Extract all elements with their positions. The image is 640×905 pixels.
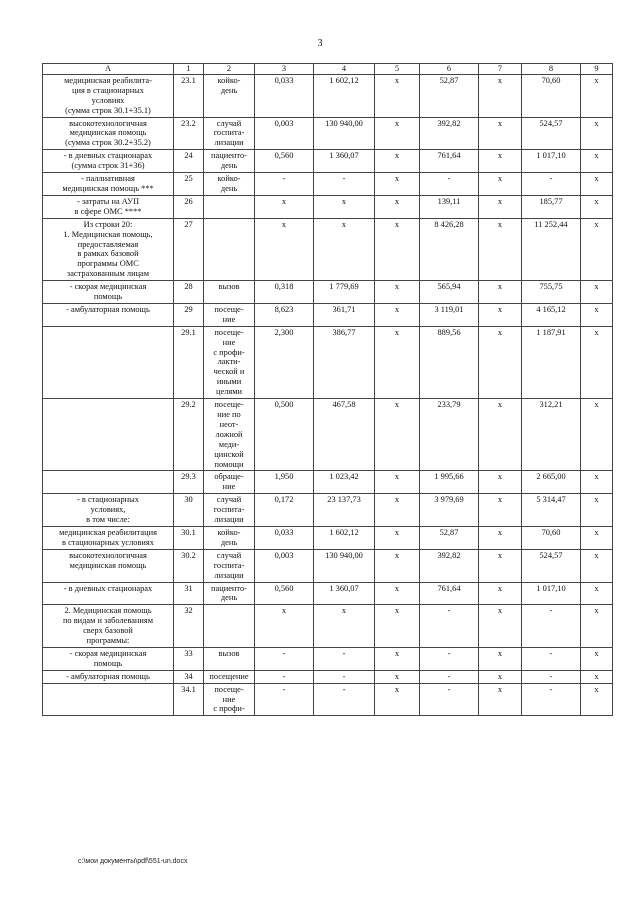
table-cell: x: [375, 683, 420, 716]
table-cell: -: [255, 670, 314, 683]
table-cell: -: [314, 670, 375, 683]
table-row: [43, 150, 613, 173]
table-cell: x: [479, 195, 522, 218]
table-cell: 23 137,73: [314, 494, 375, 527]
column-header: 1: [174, 64, 204, 75]
table-cell: 1,950: [255, 471, 314, 494]
table-cell: -: [522, 683, 581, 716]
table-cell: случай госпита- лизации: [204, 494, 255, 527]
table-cell: обраще- ние: [204, 471, 255, 494]
table-cell: 23.2: [174, 117, 204, 150]
table-cell: x: [581, 582, 613, 605]
table-row: [43, 549, 613, 582]
table-cell: 386,77: [314, 326, 375, 398]
column-header: 7: [479, 64, 522, 75]
table-cell: -: [522, 647, 581, 670]
table-cell: 565,94: [420, 281, 479, 304]
table-cell: - амбулаторная помощь: [43, 303, 174, 326]
table-cell: x: [375, 117, 420, 150]
table-cell: x: [314, 605, 375, 648]
table-cell: 30.1: [174, 526, 204, 549]
table-cell: x: [581, 326, 613, 398]
table-cell: 524,57: [522, 549, 581, 582]
table-cell: 52,87: [420, 74, 479, 117]
table-row: [43, 399, 613, 471]
table-cell: 0,033: [255, 526, 314, 549]
table-cell: x: [581, 647, 613, 670]
table-cell: -: [420, 173, 479, 196]
table-row: [43, 494, 613, 527]
table-cell: x: [314, 195, 375, 218]
table-cell: x: [375, 74, 420, 117]
table-cell: [204, 195, 255, 218]
table-cell: 1 017,10: [522, 150, 581, 173]
table-cell: койко- день: [204, 173, 255, 196]
table-cell: пациенто- день: [204, 582, 255, 605]
table-cell: x: [581, 399, 613, 471]
table-cell: -: [255, 173, 314, 196]
table-cell: высокотехнологичная медицинская помощь (сумма строк 30.2+35.2): [43, 117, 174, 150]
column-header: А: [43, 64, 174, 75]
table-cell: 1 023,42: [314, 471, 375, 494]
table-cell: x: [581, 605, 613, 648]
table-cell: 0,003: [255, 117, 314, 150]
table-cell: 11 252,44: [522, 218, 581, 280]
table-cell: x: [479, 74, 522, 117]
table-cell: x: [479, 150, 522, 173]
table-cell: - в стационарных условиях, в том числе:: [43, 494, 174, 527]
table-cell: 361,71: [314, 303, 375, 326]
table-cell: [43, 326, 174, 398]
table-cell: -: [314, 173, 375, 196]
table-cell: - скорая медицинская помощь: [43, 281, 174, 304]
table-cell: 8,623: [255, 303, 314, 326]
table-cell: [204, 218, 255, 280]
table-cell: x: [479, 471, 522, 494]
table-cell: 1 360,07: [314, 150, 375, 173]
table-cell: 185,77: [522, 195, 581, 218]
table-cell: x: [375, 549, 420, 582]
table-cell: x: [375, 526, 420, 549]
table-cell: [204, 605, 255, 648]
table-cell: x: [375, 670, 420, 683]
table-cell: посеще- ние с профи- лакти- ческой и иными целями: [204, 326, 255, 398]
table-cell: x: [375, 326, 420, 398]
table-cell: 5 314,47: [522, 494, 581, 527]
table-cell: -: [522, 670, 581, 683]
table-cell: x: [581, 526, 613, 549]
table-cell: -: [314, 683, 375, 716]
table-cell: 34.1: [174, 683, 204, 716]
table-cell: 524,57: [522, 117, 581, 150]
table-cell: 130 940,00: [314, 549, 375, 582]
table-row: [43, 173, 613, 196]
table-cell: пациенто- день: [204, 150, 255, 173]
table-cell: посещение: [204, 670, 255, 683]
table-cell: x: [479, 582, 522, 605]
table-cell: x: [479, 494, 522, 527]
footer-file-path: c:\мои документы\pdf\551-un.docx: [78, 858, 188, 865]
table-cell: x: [479, 526, 522, 549]
table-row: [43, 683, 613, 716]
table-cell: x: [581, 117, 613, 150]
table-row: [43, 195, 613, 218]
table-cell: 1 017,10: [522, 582, 581, 605]
table-cell: x: [479, 117, 522, 150]
table-cell: x: [375, 399, 420, 471]
table-cell: 23.1: [174, 74, 204, 117]
table-cell: медицинская реабилитация в стационарных условиях: [43, 526, 174, 549]
table-cell: 0,500: [255, 399, 314, 471]
table-cell: 4 165,12: [522, 303, 581, 326]
table-row: [43, 281, 613, 304]
table-row: [43, 471, 613, 494]
table-cell: 139,11: [420, 195, 479, 218]
table-cell: x: [375, 303, 420, 326]
table-cell: -: [420, 647, 479, 670]
table-cell: - в дневных стационарах: [43, 582, 174, 605]
page-number: 3: [317, 38, 323, 49]
column-header: 6: [420, 64, 479, 75]
table-cell: 29.1: [174, 326, 204, 398]
table-cell: 30: [174, 494, 204, 527]
table-row: [43, 670, 613, 683]
table-cell: x: [255, 218, 314, 280]
table-cell: x: [581, 218, 613, 280]
table-row: [43, 117, 613, 150]
table-cell: x: [479, 399, 522, 471]
table-cell: вызов: [204, 647, 255, 670]
table-row: [43, 647, 613, 670]
table-cell: -: [420, 683, 479, 716]
table-cell: 761,64: [420, 582, 479, 605]
table-row: [43, 605, 613, 648]
table-cell: высокотехнологичная медицинская помощь: [43, 549, 174, 582]
table-cell: 30.2: [174, 549, 204, 582]
column-header: 3: [255, 64, 314, 75]
table-cell: 0,560: [255, 150, 314, 173]
table-cell: 1 995,66: [420, 471, 479, 494]
table-cell: медицинская реабилита- ция в стационарных условиях (сумма строк 30.1+35.1): [43, 74, 174, 117]
table-cell: 1 602,12: [314, 526, 375, 549]
table-cell: Из строки 20: 1. Медицинская помощь, предоставляемая в рамках базовой программы ОМС застрахованным лицам: [43, 218, 174, 280]
table-cell: посеще- ние: [204, 303, 255, 326]
table-cell: - затраты на АУП в сфере ОМС ****: [43, 195, 174, 218]
table-row: [43, 218, 613, 280]
table-cell: 1 602,12: [314, 74, 375, 117]
table-cell: x: [479, 605, 522, 648]
table-cell: случай госпита- лизации: [204, 117, 255, 150]
table-cell: x: [479, 281, 522, 304]
table-cell: 755,75: [522, 281, 581, 304]
table-cell: 0,003: [255, 549, 314, 582]
table-cell: 3 979,69: [420, 494, 479, 527]
table-cell: x: [375, 471, 420, 494]
table-cell: 29.2: [174, 399, 204, 471]
table-cell: x: [581, 670, 613, 683]
table-row: [43, 582, 613, 605]
table-cell: x: [375, 582, 420, 605]
table-row: [43, 326, 613, 398]
table-cell: 34: [174, 670, 204, 683]
table-cell: посеще- ние по неот- ложной меди- цинской помощи: [204, 399, 255, 471]
table-cell: x: [375, 173, 420, 196]
table-row: [43, 526, 613, 549]
table-cell: x: [255, 195, 314, 218]
table-cell: x: [581, 195, 613, 218]
table-cell: 392,82: [420, 549, 479, 582]
table-cell: 233,79: [420, 399, 479, 471]
table-cell: x: [581, 74, 613, 117]
table-cell: - амбулаторная помощь: [43, 670, 174, 683]
table-cell: 27: [174, 218, 204, 280]
table-cell: 467,58: [314, 399, 375, 471]
table-cell: - в дневных стационарах (сумма строк 31+36): [43, 150, 174, 173]
table-cell: 0,172: [255, 494, 314, 527]
table-cell: x: [581, 549, 613, 582]
table-cell: x: [479, 549, 522, 582]
table-cell: -: [255, 647, 314, 670]
table-cell: 70,60: [522, 74, 581, 117]
table-cell: 25: [174, 173, 204, 196]
table-cell: 889,56: [420, 326, 479, 398]
table-cell: x: [375, 281, 420, 304]
table-cell: - скорая медицинская помощь: [43, 647, 174, 670]
table-cell: 0,318: [255, 281, 314, 304]
table-cell: -: [420, 670, 479, 683]
table-cell: койко- день: [204, 526, 255, 549]
table-cell: случай госпита- лизации: [204, 549, 255, 582]
table-cell: x: [479, 326, 522, 398]
table-cell: [43, 471, 174, 494]
table-cell: посеще- ние с профи-: [204, 683, 255, 716]
table-cell: -: [255, 683, 314, 716]
table-cell: 28: [174, 281, 204, 304]
table-cell: 761,64: [420, 150, 479, 173]
table-cell: -: [522, 605, 581, 648]
table-cell: 130 940,00: [314, 117, 375, 150]
table-cell: 1 187,91: [522, 326, 581, 398]
table-cell: x: [479, 670, 522, 683]
column-header: 2: [204, 64, 255, 75]
table-header-row: [43, 64, 613, 75]
table-cell: x: [581, 494, 613, 527]
table-cell: 33: [174, 647, 204, 670]
table-cell: x: [375, 647, 420, 670]
table-cell: 2. Медицинская помощь по видам и заболеваниям сверх базовой программы:: [43, 605, 174, 648]
table-cell: x: [375, 195, 420, 218]
table-cell: 32: [174, 605, 204, 648]
table-cell: 70,60: [522, 526, 581, 549]
table-cell: вызов: [204, 281, 255, 304]
table-cell: 2,300: [255, 326, 314, 398]
table-cell: 0,033: [255, 74, 314, 117]
table-cell: койко- день: [204, 74, 255, 117]
table-cell: 312,21: [522, 399, 581, 471]
table-cell: -: [314, 647, 375, 670]
table-cell: x: [375, 150, 420, 173]
table-cell: [43, 683, 174, 716]
table-cell: 24: [174, 150, 204, 173]
column-header: 4: [314, 64, 375, 75]
table-cell: 29: [174, 303, 204, 326]
table-cell: 2 665,00: [522, 471, 581, 494]
table-cell: x: [479, 218, 522, 280]
table-cell: 26: [174, 195, 204, 218]
table-cell: x: [479, 173, 522, 196]
table-cell: x: [581, 303, 613, 326]
table-cell: x: [314, 218, 375, 280]
table-cell: 1 360,07: [314, 582, 375, 605]
table-cell: 31: [174, 582, 204, 605]
table-cell: -: [420, 605, 479, 648]
table-cell: 8 426,28: [420, 218, 479, 280]
table-cell: x: [581, 683, 613, 716]
table-cell: x: [581, 281, 613, 304]
table-cell: 29.3: [174, 471, 204, 494]
table-cell: -: [522, 173, 581, 196]
table-cell: 1 779,69: [314, 281, 375, 304]
table-cell: x: [581, 173, 613, 196]
table-cell: x: [479, 683, 522, 716]
table-cell: 392,82: [420, 117, 479, 150]
table-cell: x: [479, 303, 522, 326]
table-cell: - паллиативная медицинская помощь ***: [43, 173, 174, 196]
table-row: [43, 303, 613, 326]
table-cell: x: [255, 605, 314, 648]
table-row: [43, 74, 613, 117]
column-header: 5: [375, 64, 420, 75]
column-header: 9: [581, 64, 613, 75]
data-table: [42, 63, 613, 716]
table-cell: x: [479, 647, 522, 670]
column-header: 8: [522, 64, 581, 75]
table-cell: x: [375, 494, 420, 527]
table-cell: [43, 399, 174, 471]
table-cell: x: [375, 605, 420, 648]
table-cell: x: [375, 218, 420, 280]
table-cell: 52,87: [420, 526, 479, 549]
table-cell: x: [581, 150, 613, 173]
table-cell: 0,560: [255, 582, 314, 605]
table-cell: 3 119,01: [420, 303, 479, 326]
table-cell: x: [581, 471, 613, 494]
